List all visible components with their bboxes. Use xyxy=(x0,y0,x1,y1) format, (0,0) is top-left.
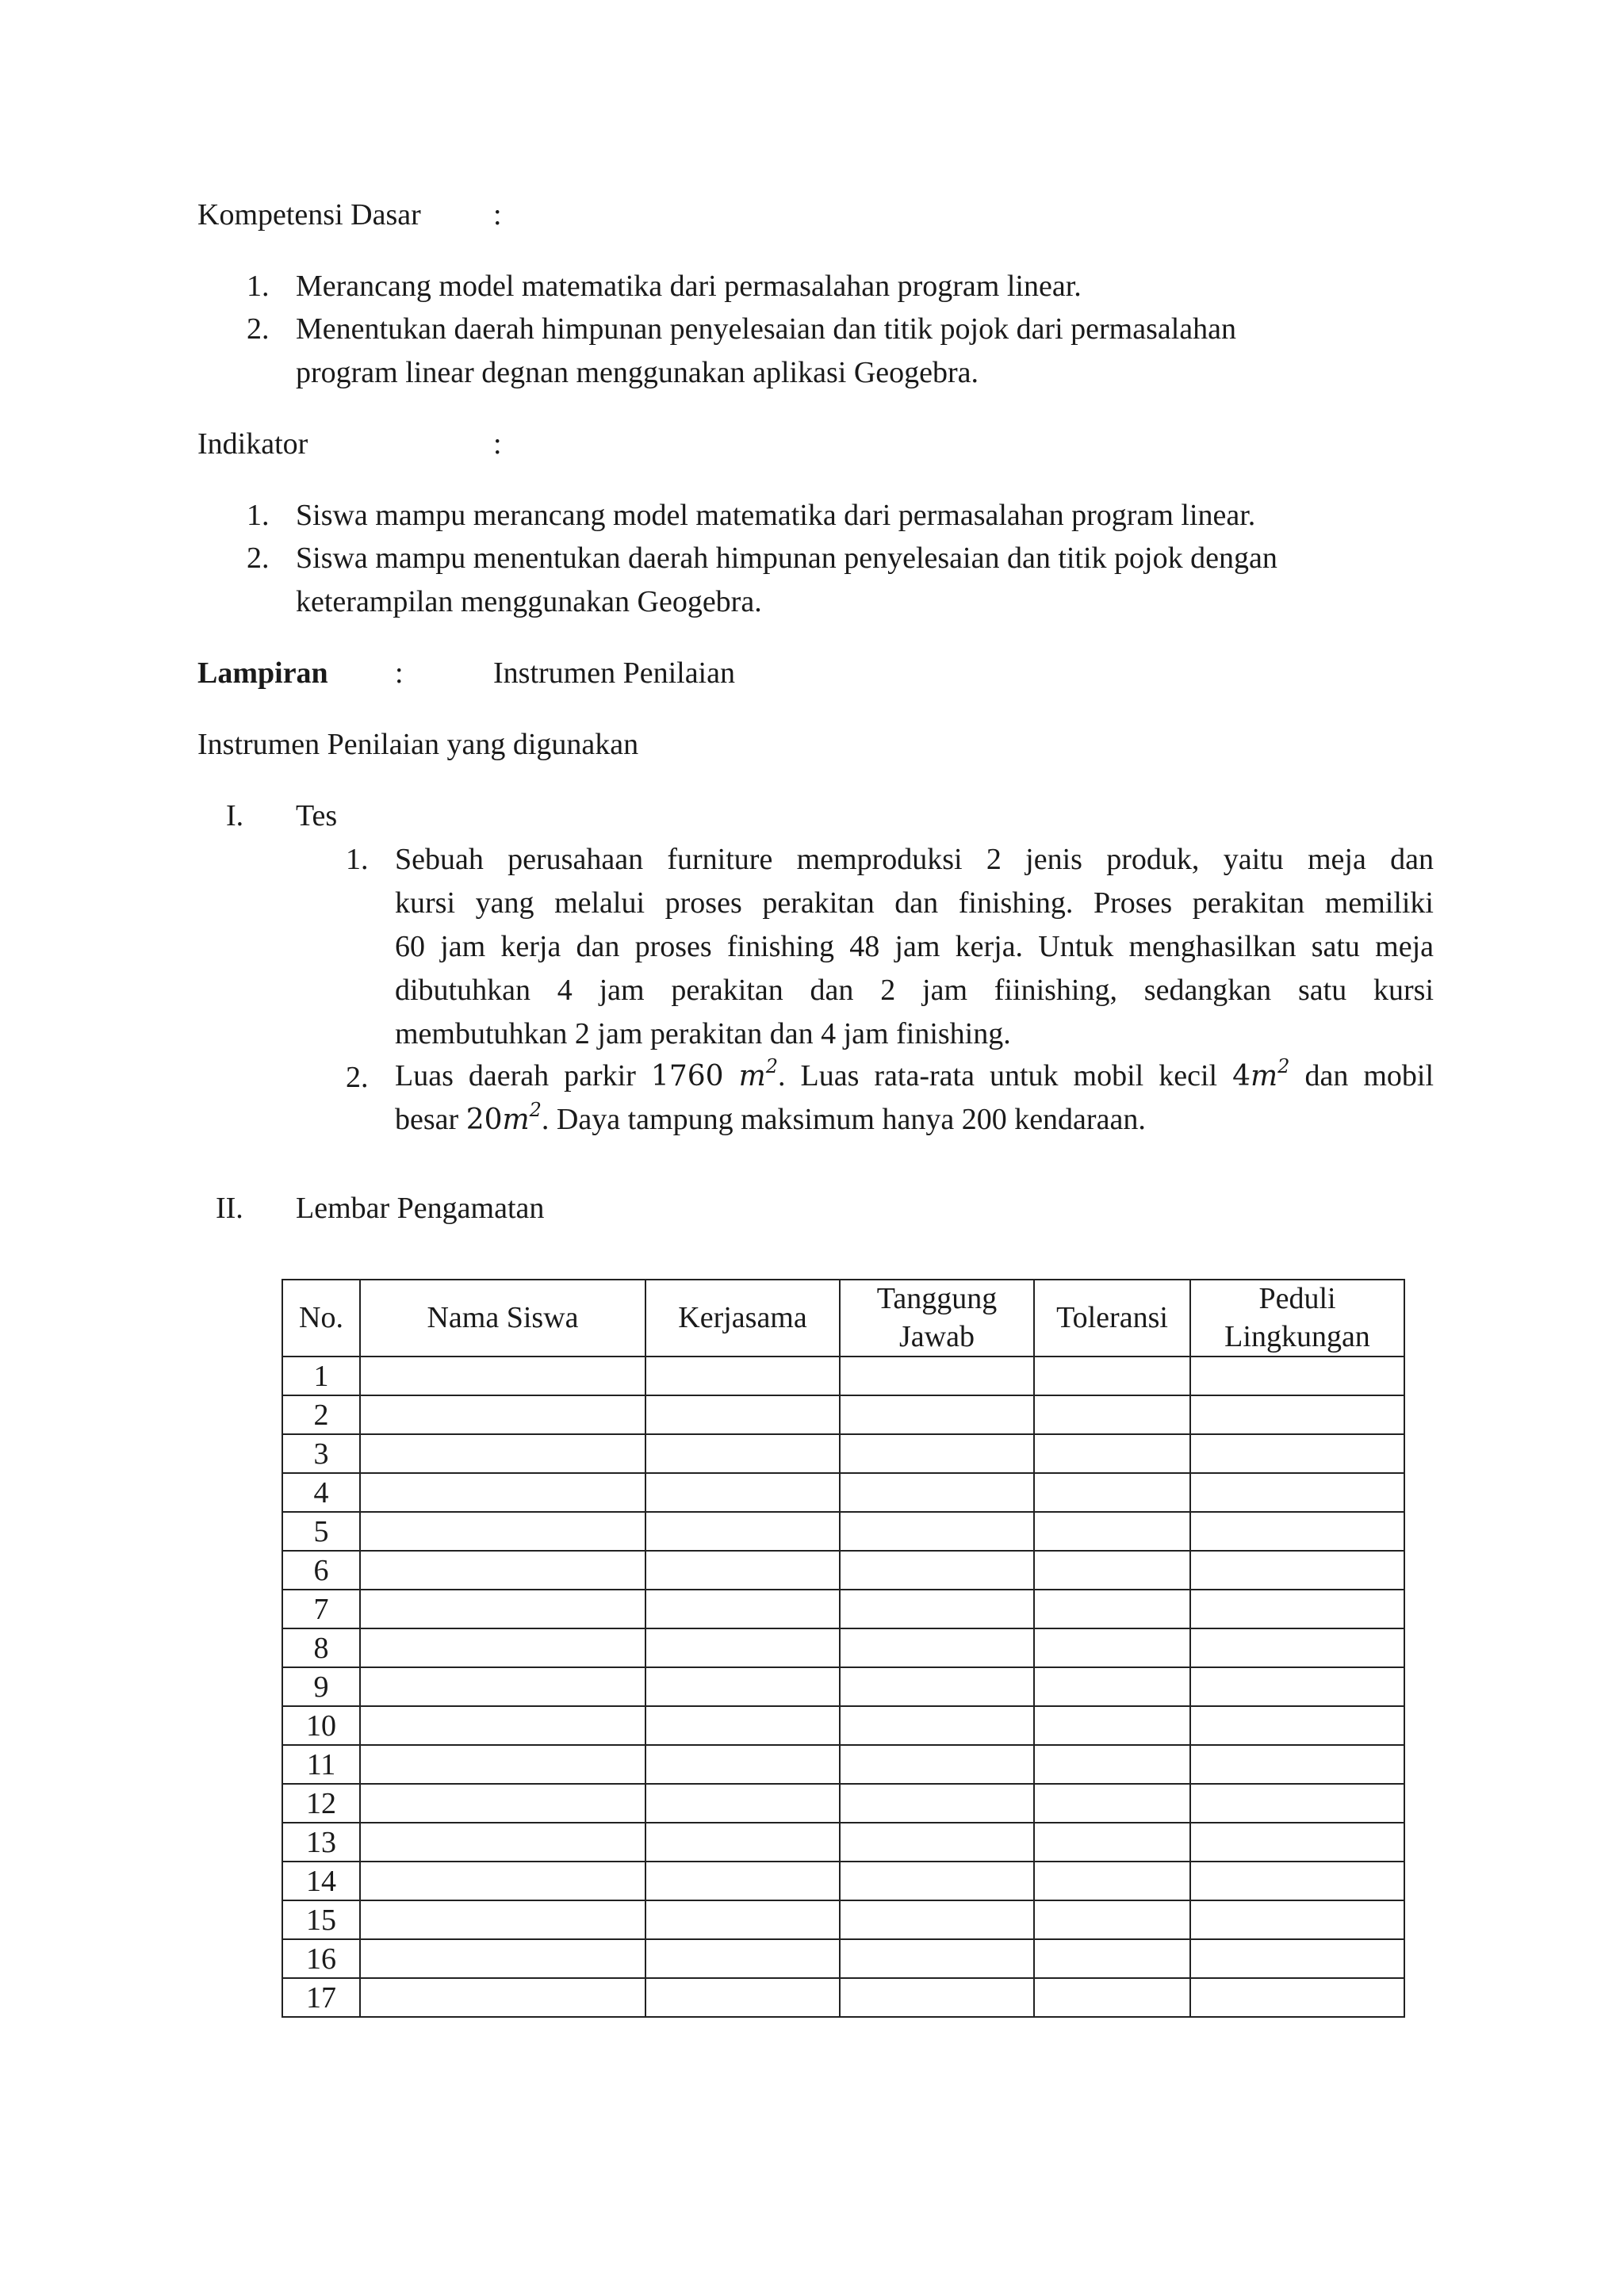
peduli-lingkungan-cell[interactable] xyxy=(1190,1745,1404,1784)
table-row xyxy=(282,1745,1404,1784)
header-peduli-lingkungan xyxy=(1190,1280,1404,1357)
row-number: 3 xyxy=(282,1434,360,1473)
unit-m: m xyxy=(502,1104,530,1136)
row-number: 16 xyxy=(282,1939,360,1978)
toleransi-cell[interactable] xyxy=(1034,1745,1190,1784)
section-tes-numeral: I. xyxy=(226,799,244,832)
tanggung-jawab-cell[interactable] xyxy=(840,1395,1034,1434)
peduli-lingkungan-cell[interactable] xyxy=(1190,1667,1404,1706)
header-tanggung-line-1: Tanggung xyxy=(876,1282,998,1315)
table-row xyxy=(282,1667,1404,1706)
toleransi-cell[interactable] xyxy=(1034,1706,1190,1745)
kerjasama-cell[interactable] xyxy=(645,1823,840,1862)
q2-text-a: Luas daerah parkir xyxy=(395,1059,636,1093)
kerjasama-cell[interactable] xyxy=(645,1978,840,2017)
row-number: 1 xyxy=(282,1357,360,1395)
kompetensi-item-2-num: 2. xyxy=(247,312,270,346)
tanggung-jawab-cell[interactable] xyxy=(840,1628,1034,1667)
unit-sq: 2 xyxy=(1277,1055,1290,1077)
unit-sq: 2 xyxy=(529,1099,542,1121)
kerjasama-cell[interactable] xyxy=(645,1628,840,1667)
q2-text-c: dan mobil xyxy=(1304,1059,1434,1093)
row-number: 7 xyxy=(282,1590,360,1628)
peduli-lingkungan-cell[interactable] xyxy=(1190,1551,1404,1590)
header-peduli-line-2: Lingkungan xyxy=(1224,1319,1370,1353)
kerjasama-cell[interactable] xyxy=(645,1357,840,1395)
indikator-item-2-num: 2. xyxy=(247,541,270,575)
peduli-lingkungan-cell[interactable] xyxy=(1190,1628,1404,1667)
peduli-lingkungan-cell[interactable] xyxy=(1190,1823,1404,1862)
q2-text-e: . Daya tampung maksimum hanya 200 kendaraan. xyxy=(541,1103,1146,1136)
header-nama-siswa: Nama Siswa xyxy=(360,1280,645,1357)
question-1-line-3: 60 jam kerja dan proses finishing 48 jam kerja. Untuk menghasilkan satu meja xyxy=(395,930,1434,963)
nama-siswa-cell[interactable] xyxy=(360,1862,645,1900)
area-number: 1760 xyxy=(650,1060,724,1093)
kerjasama-cell[interactable] xyxy=(645,1862,840,1900)
row-number: 8 xyxy=(282,1628,360,1667)
observation-table xyxy=(282,1279,1405,2018)
indikator-colon: : xyxy=(493,427,502,461)
peduli-lingkungan-cell[interactable] xyxy=(1190,1434,1404,1473)
tanggung-jawab-cell[interactable] xyxy=(840,1434,1034,1473)
toleransi-cell[interactable] xyxy=(1034,1939,1190,1978)
nama-siswa-cell[interactable] xyxy=(360,1978,645,2017)
toleransi-cell[interactable] xyxy=(1034,1628,1190,1667)
peduli-lingkungan-cell[interactable] xyxy=(1190,1900,1404,1939)
question-1-line-2: kursi yang melalui proses perakitan dan finishing. Proses perakitan memiliki xyxy=(395,886,1434,920)
table-row xyxy=(282,1473,1404,1512)
tanggung-jawab-cell[interactable] xyxy=(840,1357,1034,1395)
toleransi-cell[interactable] xyxy=(1034,1823,1190,1862)
table-header-row xyxy=(282,1280,1404,1357)
toleransi-cell[interactable] xyxy=(1034,1667,1190,1706)
table-row xyxy=(282,1434,1404,1473)
row-number: 14 xyxy=(282,1862,360,1900)
unit-m: m xyxy=(738,1060,766,1093)
toleransi-cell[interactable] xyxy=(1034,1590,1190,1628)
lampiran-colon: : xyxy=(395,656,404,690)
unit-m: m xyxy=(1251,1060,1278,1093)
unit-sq: 2 xyxy=(765,1055,778,1077)
kerjasama-cell[interactable] xyxy=(645,1395,840,1434)
row-number: 15 xyxy=(282,1900,360,1939)
toleransi-cell[interactable] xyxy=(1034,1900,1190,1939)
table-body xyxy=(282,1357,1404,2017)
row-number: 4 xyxy=(282,1473,360,1512)
header-tanggung-line-2: Jawab xyxy=(899,1319,975,1353)
row-number: 5 xyxy=(282,1512,360,1551)
peduli-lingkungan-cell[interactable] xyxy=(1190,1590,1404,1628)
kerjasama-cell[interactable] xyxy=(645,1590,840,1628)
kerjasama-cell[interactable] xyxy=(645,1667,840,1706)
table-row xyxy=(282,1590,1404,1628)
peduli-lingkungan-cell[interactable] xyxy=(1190,1784,1404,1823)
nama-siswa-cell[interactable] xyxy=(360,1706,645,1745)
header-no: No. xyxy=(282,1280,360,1357)
q2-text-d: besar xyxy=(395,1103,459,1136)
toleransi-cell[interactable] xyxy=(1034,1434,1190,1473)
table-row xyxy=(282,1784,1404,1823)
table-row xyxy=(282,1357,1404,1395)
peduli-lingkungan-cell[interactable] xyxy=(1190,1395,1404,1434)
q2-text-b: . Luas rata-rata untuk mobil kecil xyxy=(778,1059,1218,1093)
question-1-line-1: Sebuah perusahaan furniture memproduksi 2 jenis produk, yaitu meja dan xyxy=(395,843,1434,876)
tanggung-jawab-cell[interactable] xyxy=(840,1706,1034,1745)
question-1-num: 1. xyxy=(346,843,369,876)
kompetensi-item-1-text: Merancang model matematika dari permasalahan program linear. xyxy=(296,270,1082,303)
question-1-line-4: dibutuhkan 4 jam perakitan dan 2 jam fiinishing, sedangkan satu kursi xyxy=(395,974,1434,1007)
nama-siswa-cell[interactable] xyxy=(360,1357,645,1395)
nama-siswa-cell[interactable] xyxy=(360,1745,645,1784)
tanggung-jawab-cell[interactable] xyxy=(840,1590,1034,1628)
nama-siswa-cell[interactable] xyxy=(360,1900,645,1939)
big-car-number: 20 xyxy=(465,1104,503,1136)
nama-siswa-cell[interactable] xyxy=(360,1784,645,1823)
table-row xyxy=(282,1706,1404,1745)
tanggung-jawab-cell[interactable] xyxy=(840,1978,1034,2017)
peduli-lingkungan-cell[interactable] xyxy=(1190,1357,1404,1395)
nama-siswa-cell[interactable] xyxy=(360,1667,645,1706)
kerjasama-cell[interactable] xyxy=(645,1784,840,1823)
small-car-unit xyxy=(1251,1055,1290,1093)
kerjasama-cell[interactable] xyxy=(645,1900,840,1939)
table-row xyxy=(282,1551,1404,1590)
tanggung-jawab-cell[interactable] xyxy=(840,1473,1034,1512)
peduli-lingkungan-cell[interactable] xyxy=(1190,1939,1404,1978)
kompetensi-item-1-num: 1. xyxy=(247,270,270,303)
table-row xyxy=(282,1978,1404,2017)
row-number: 10 xyxy=(282,1706,360,1745)
toleransi-cell[interactable] xyxy=(1034,1862,1190,1900)
nama-siswa-cell[interactable] xyxy=(360,1473,645,1512)
kerjasama-cell[interactable] xyxy=(645,1473,840,1512)
indikator-item-2-text-cont: keterampilan menggunakan Geogebra. xyxy=(296,585,762,618)
table-row xyxy=(282,1512,1404,1551)
lampiran-value: Instrumen Penilaian xyxy=(493,656,735,690)
header-peduli-line-1: Peduli xyxy=(1258,1282,1336,1315)
table-row xyxy=(282,1823,1404,1862)
kerjasama-cell[interactable] xyxy=(645,1434,840,1473)
row-number: 9 xyxy=(282,1667,360,1706)
tanggung-jawab-cell[interactable] xyxy=(840,1551,1034,1590)
tanggung-jawab-cell[interactable] xyxy=(840,1939,1034,1978)
indikator-item-2-text: Siswa mampu menentukan daerah himpunan penyelesaian dan titik pojok dengan xyxy=(296,541,1277,575)
kerjasama-cell[interactable] xyxy=(645,1512,840,1551)
lampiran-label: Lampiran xyxy=(197,656,328,690)
kompetensi-item-2-text-cont: program linear degnan menggunakan aplikasi Geogebra. xyxy=(296,356,979,389)
kompetensi-label: Kompetensi Dasar xyxy=(197,198,421,232)
nama-siswa-cell[interactable] xyxy=(360,1434,645,1473)
kompetensi-colon: : xyxy=(493,198,502,232)
kompetensi-item-2-text: Menentukan daerah himpunan penyelesaian dan titik pojok dari permasalahan xyxy=(296,312,1237,346)
table-row xyxy=(282,1900,1404,1939)
nama-siswa-cell[interactable] xyxy=(360,1939,645,1978)
area-unit xyxy=(738,1055,778,1093)
table-row xyxy=(282,1862,1404,1900)
nama-siswa-cell[interactable] xyxy=(360,1590,645,1628)
indikator-item-1-num: 1. xyxy=(247,499,270,532)
row-number: 2 xyxy=(282,1395,360,1434)
section-lembar-title: Lembar Pengamatan xyxy=(296,1192,545,1225)
table-row xyxy=(282,1395,1404,1434)
row-number: 11 xyxy=(282,1745,360,1784)
toleransi-cell[interactable] xyxy=(1034,1512,1190,1551)
kerjasama-cell[interactable] xyxy=(645,1939,840,1978)
small-car-number: 4 xyxy=(1232,1060,1251,1093)
question-2-line-2 xyxy=(395,1099,1146,1136)
row-number: 12 xyxy=(282,1784,360,1823)
tanggung-jawab-cell[interactable] xyxy=(840,1823,1034,1862)
peduli-lingkungan-cell[interactable] xyxy=(1190,1978,1404,2017)
tanggung-jawab-cell[interactable] xyxy=(840,1745,1034,1784)
tanggung-jawab-cell[interactable] xyxy=(840,1862,1034,1900)
tanggung-jawab-cell[interactable] xyxy=(840,1784,1034,1823)
big-car-unit xyxy=(502,1099,542,1136)
kerjasama-cell[interactable] xyxy=(645,1706,840,1745)
section-tes-title: Tes xyxy=(296,799,338,832)
header-tanggung-jawab xyxy=(840,1280,1034,1357)
row-number: 6 xyxy=(282,1551,360,1590)
question-2-line-1 xyxy=(395,1055,1434,1093)
intro-text: Instrumen Penilaian yang digunakan xyxy=(197,728,639,761)
row-number: 13 xyxy=(282,1823,360,1862)
table-row xyxy=(282,1628,1404,1667)
indikator-item-1-text: Siswa mampu merancang model matematika dari permasalahan program linear. xyxy=(296,499,1256,532)
indikator-label: Indikator xyxy=(197,427,308,461)
tanggung-jawab-cell[interactable] xyxy=(840,1900,1034,1939)
toleransi-cell[interactable] xyxy=(1034,1551,1190,1590)
toleransi-cell[interactable] xyxy=(1034,1473,1190,1512)
peduli-lingkungan-cell[interactable] xyxy=(1190,1706,1404,1745)
nama-siswa-cell[interactable] xyxy=(360,1628,645,1667)
question-2-num: 2. xyxy=(346,1061,369,1094)
header-toleransi: Toleransi xyxy=(1034,1280,1190,1357)
section-lembar-numeral: II. xyxy=(216,1192,243,1225)
tanggung-jawab-cell[interactable] xyxy=(840,1667,1034,1706)
nama-siswa-cell[interactable] xyxy=(360,1551,645,1590)
peduli-lingkungan-cell[interactable] xyxy=(1190,1473,1404,1512)
row-number: 17 xyxy=(282,1978,360,2017)
toleransi-cell[interactable] xyxy=(1034,1784,1190,1823)
toleransi-cell[interactable] xyxy=(1034,1357,1190,1395)
tanggung-jawab-cell[interactable] xyxy=(840,1512,1034,1551)
toleransi-cell[interactable] xyxy=(1034,1978,1190,2017)
peduli-lingkungan-cell[interactable] xyxy=(1190,1512,1404,1551)
nama-siswa-cell[interactable] xyxy=(360,1512,645,1551)
header-kerjasama: Kerjasama xyxy=(645,1280,840,1357)
kerjasama-cell[interactable] xyxy=(645,1551,840,1590)
toleransi-cell[interactable] xyxy=(1034,1395,1190,1434)
kerjasama-cell[interactable] xyxy=(645,1745,840,1784)
nama-siswa-cell[interactable] xyxy=(360,1823,645,1862)
question-1-line-5: membutuhkan 2 jam perakitan dan 4 jam finishing. xyxy=(395,1017,1011,1050)
nama-siswa-cell[interactable] xyxy=(360,1395,645,1434)
peduli-lingkungan-cell[interactable] xyxy=(1190,1862,1404,1900)
table-row xyxy=(282,1939,1404,1978)
